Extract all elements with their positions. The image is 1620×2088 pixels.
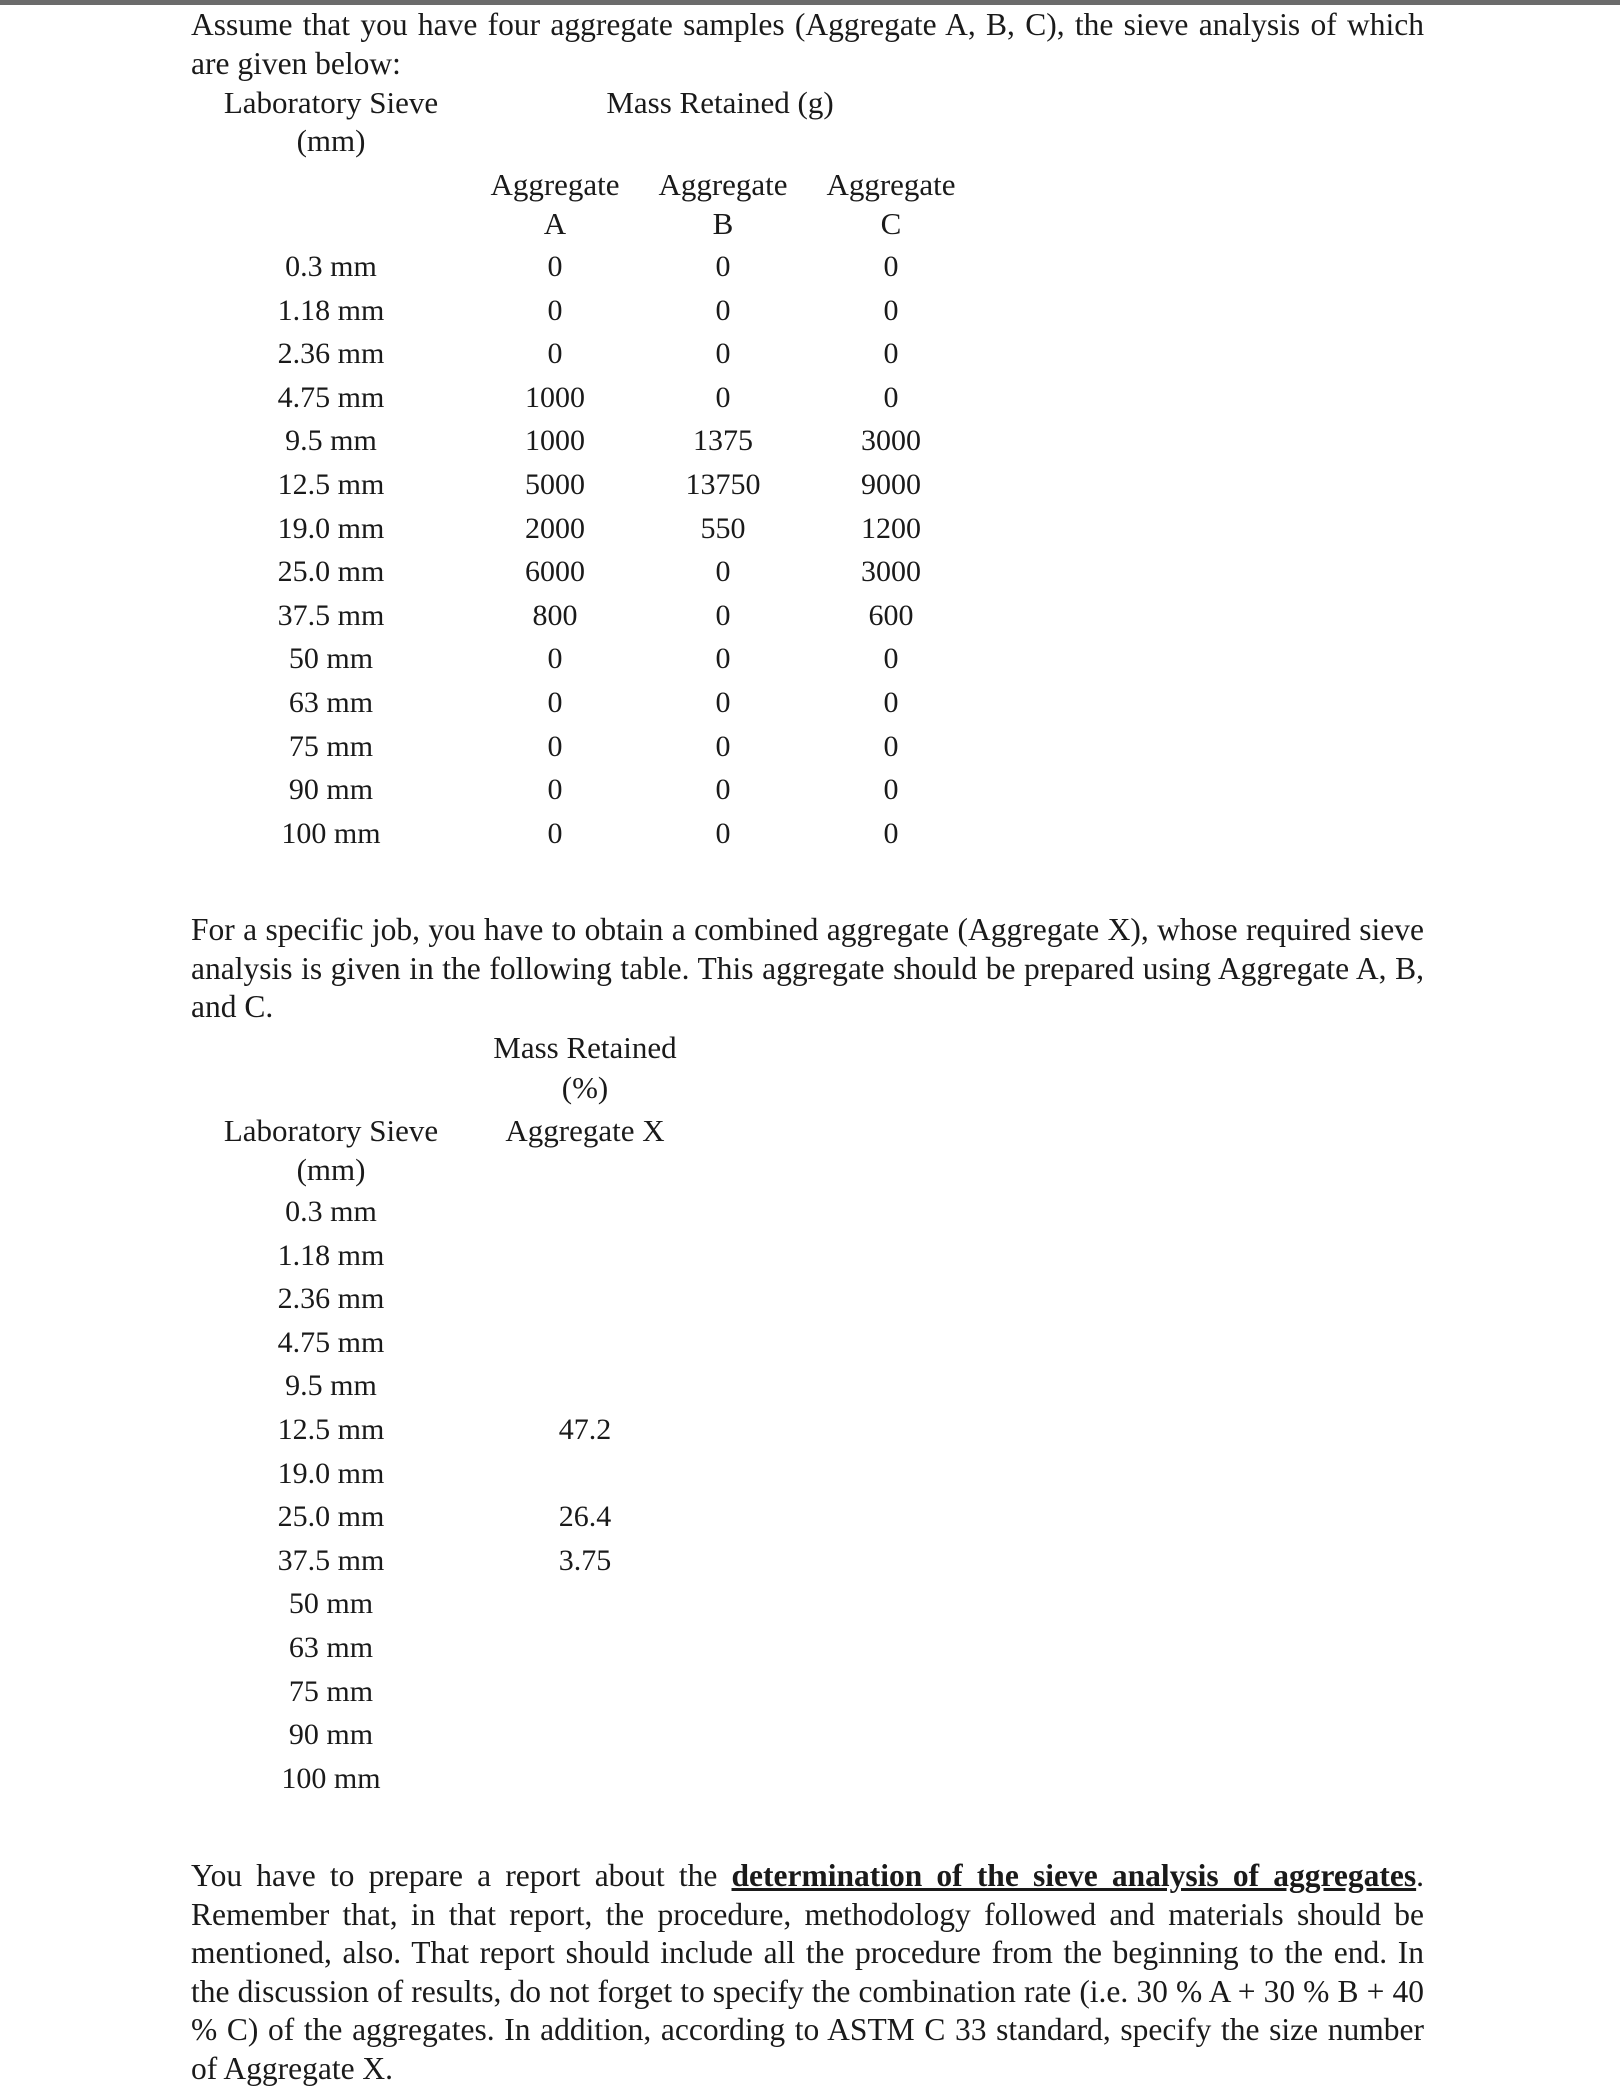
closing-text-before: You have to prepare a report about the [191,1858,732,1893]
table1-c-cell: 0 [883,293,899,327]
table1-col-a-header: Aggregate [490,167,620,202]
closing-emphasis: determination of the sieve analysis of aggregates [731,1858,1417,1893]
table1-sieve-cell: 9.5 mm [285,424,377,458]
table2-sieve-cell: 25.0 mm [277,1500,385,1534]
table2-sieve-cell: 0.3 mm [285,1195,377,1228]
table1-sieve-header-unit: (mm) [296,123,366,158]
middle-paragraph: For a specific job, you have to obtain a combined aggregate (Aggregate X), whose required sieve analysis is given in the following table. This aggregate should be prepared using Aggregate A, B, and C. [191,912,1424,1024]
table1-b-cell: 0 [715,816,731,850]
table1-c-cell: 0 [883,773,899,807]
table2-mass-header-unit: (%) [561,1070,609,1105]
table1-b-cell: 0 [715,337,731,371]
table2-x-cell: 26.4 [558,1500,612,1534]
top-border [0,0,1620,5]
table1-a-cell: 1000 [525,380,585,414]
table2-sieve-cell: 4.75 mm [277,1325,385,1359]
table1-b-cell: 0 [715,686,731,719]
table1-c-cell: 0 [883,337,899,371]
table2-sieve-cell: 37.5 mm [277,1543,385,1577]
table1-b-cell: 0 [715,555,731,589]
table2-col-x-header: Aggregate X [505,1113,665,1148]
table1-a-cell: 0 [547,250,563,283]
table2-sieve-cell: 75 mm [288,1674,374,1708]
table1-a-cell: 2000 [525,511,585,545]
table1-sieve-header: Laboratory Sieve [223,85,439,120]
table1-b-cell: 0 [715,598,731,632]
closing-text-after: . Remember that, in that report, the procedure, methodology followed and materials should be mentioned, also. That report should include all the procedure from the beginning to the end. In the discussion of results, do not forget to specify the combination rate (i.e. 30 % A + 30 % B + 40 % C) of the aggregates. In addition, according to ASTM C 33 standard, specify the size number of Aggregate X. [191,1858,1424,2086]
table1-sieve-cell: 63 mm [288,686,374,719]
table1-c-cell: 9000 [861,468,921,501]
table1-c-cell: 0 [883,250,899,283]
table1-a-cell: 800 [532,598,578,632]
table1-sieve-cell: 90 mm [288,773,374,807]
table1-a-cell: 0 [547,642,563,676]
table1-a-cell: 1000 [525,424,585,458]
table1-a-cell: 0 [547,729,563,763]
table1-c-cell: 0 [883,380,899,414]
table1-sieve-cell: 1.18 mm [277,293,385,327]
table2-sieve-cell: 9.5 mm [285,1369,377,1403]
table2-sieve-cell: 1.18 mm [277,1238,385,1272]
table1-a-cell: 0 [547,337,563,371]
table2-sieve-cell: 19.0 mm [277,1456,385,1490]
table1-sieve-cell: 75 mm [288,729,374,763]
table1-sieve-cell: 12.5 mm [277,468,385,501]
closing-paragraph [191,1857,1424,2088]
table1-sieve-cell: 0.3 mm [285,250,377,283]
table1-sieve-cell: 37.5 mm [277,598,385,632]
table1-b-cell: 13750 [685,468,761,501]
table1-sieve-cell: 25.0 mm [277,555,385,589]
table2-x-cell: 47.2 [558,1413,612,1446]
table1-col-b-letter: B [712,206,734,241]
table1-a-cell: 0 [547,816,563,850]
table2-sieve-cell: 100 mm [281,1761,381,1795]
table1-b-cell: 0 [715,729,731,763]
table2-sieve-cell: 50 mm [288,1587,374,1621]
table2-sieve-cell: 63 mm [288,1631,374,1664]
table1-sieve-cell: 50 mm [288,642,374,676]
table1-col-b-header: Aggregate [658,167,788,202]
table2-sieve-cell: 12.5 mm [277,1413,385,1446]
table1-a-cell: 0 [547,686,563,719]
table1-b-cell: 0 [715,773,731,807]
table1-sieve-cell: 100 mm [281,816,381,850]
table1-b-cell: 550 [700,511,746,545]
intro-paragraph: Assume that you have four aggregate samples (Aggregate A, B, C), the sieve analysis of which are given below: [191,7,1424,81]
table1-c-cell: 0 [883,729,899,763]
table2-mass-header: Mass Retained [493,1030,677,1065]
table1-b-cell: 0 [715,642,731,676]
table1-b-cell: 0 [715,380,731,414]
table1-col-c-letter: C [880,206,902,241]
table2-sieve-header: Laboratory Sieve [223,1113,439,1148]
table1-a-cell: 6000 [525,555,585,589]
table2-sieve-cell: 2.36 mm [277,1282,385,1316]
table1-b-cell: 1375 [693,424,753,458]
table1-sieve-cell: 19.0 mm [277,511,385,545]
table1-c-cell: 0 [883,642,899,676]
table1-c-cell: 3000 [861,424,921,458]
table1-mass-header: Mass Retained (g) [606,85,834,120]
table1-a-cell: 0 [547,293,563,327]
table1-sieve-cell: 4.75 mm [277,380,385,414]
table1-b-cell: 0 [715,293,731,327]
table1-col-c-header: Aggregate [826,167,956,202]
table2-sieve-cell: 90 mm [288,1718,374,1752]
table2-sieve-header-unit: (mm) [296,1152,366,1187]
table1-col-a-letter: A [543,206,567,241]
table1-c-cell: 600 [868,598,914,632]
table1-sieve-cell: 2.36 mm [277,337,385,371]
table1-c-cell: 3000 [861,555,921,589]
table1-a-cell: 0 [547,773,563,807]
table1-c-cell: 1200 [861,511,921,545]
table1-a-cell: 5000 [525,468,585,501]
table1-c-cell: 0 [883,686,899,719]
table1-c-cell: 0 [883,816,899,850]
table1-b-cell: 0 [715,250,731,283]
table2-x-cell: 3.75 [558,1543,612,1577]
